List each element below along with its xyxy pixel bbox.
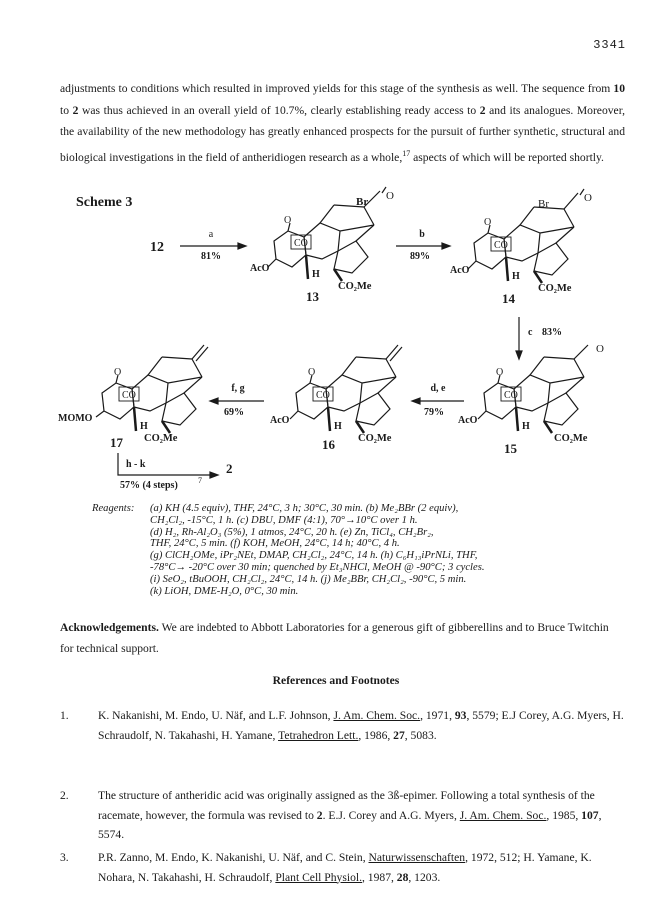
- atom-co-15: CO: [504, 390, 518, 401]
- reagents-line: (d) H₂, Rh-Al₂O₃ (5%), 1 atmos, 24°C, 20 h. (e) Zn, TiCl₄, CH₂Br₂,: [150, 526, 434, 538]
- atom-h-17: H: [140, 421, 148, 432]
- acknowledgements-text: We are indebted to Abbott Laboratories for a generous gift of gibberellins and to Bruce Twitchin for technical support.: [60, 621, 609, 655]
- atom-co2me-14: CO₂Me: [538, 283, 572, 294]
- compound-16-label: 16: [322, 437, 335, 452]
- atom-co2me-13: CO₂Me: [338, 281, 372, 292]
- scheme-title: Scheme 3: [76, 195, 133, 210]
- atom-h-16: H: [334, 421, 342, 432]
- atom-co2me-17: CO₂Me: [144, 433, 178, 444]
- arrow-de-head: [412, 398, 420, 404]
- reference-item: 2. The structure of antheridic acid was originally assigned as the 3ß-epimer. Following a total synthesis of the racemate, however, the formula was revised to 2. E.J. Corey and A.G. Myers, J. Am. Chem. Soc., 1985, 107, 5574.: [60, 786, 625, 845]
- atom-br-13: Br: [356, 196, 369, 208]
- arrow-c-head: [516, 351, 522, 359]
- atom-co-13: CO: [294, 238, 308, 249]
- step-hk-ref: 7: [198, 476, 202, 485]
- atom-aco-14: AcO: [450, 265, 470, 276]
- reference-item: 3. P.R. Zanno, M. Endo, K. Nakanishi, U. Näf, and C. Stein, Naturwissenschaften, 1972, 512; H. Yamane, K. Nohara, N. Takahashi, H. Schraudolf, Plant Cell Physiol., 1987, 28, 1203.: [60, 848, 625, 887]
- atom-o-13-lactone: O: [284, 215, 292, 226]
- arrow-b-head: [442, 243, 450, 249]
- atom-o-14-ketone: O: [584, 192, 592, 204]
- step-a-label: a: [208, 229, 214, 240]
- compound-14-structure: [468, 189, 584, 283]
- step-de-yield: 79%: [424, 407, 444, 418]
- compound-12-label: 12: [150, 240, 164, 255]
- atom-h-15: H: [522, 421, 530, 432]
- atom-br-14: Br: [538, 198, 549, 210]
- reference-number: 2.: [60, 789, 69, 802]
- atom-o-14-lactone: O: [484, 217, 492, 228]
- atom-co2me-16: CO₂Me: [358, 433, 392, 444]
- acknowledgements-label: Acknowledgements.: [60, 621, 159, 634]
- atom-co-16: CO: [316, 390, 330, 401]
- step-hk-yield: 57% (4 steps): [120, 480, 178, 491]
- atom-co-17: CO: [122, 390, 136, 401]
- reference-number: 3.: [60, 851, 69, 864]
- reagents-line: (k) LiOH, DME-H₂O, 0°C, 30 min.: [150, 585, 299, 597]
- compound-14-label: 14: [502, 291, 515, 306]
- reagents-line: (a) KH (4.5 equiv), THF, 24°C, 3 h; 30°C, 30 min. (b) Me₂BBr (2 equiv),: [150, 503, 459, 514]
- compound-16-structure: [290, 345, 402, 433]
- step-c-yield: 83%: [542, 327, 562, 338]
- acknowledgements: [60, 617, 625, 659]
- step-fg-label: f, g: [231, 383, 245, 394]
- atom-o-15-ketone: O: [596, 343, 604, 355]
- compound-17-label: 17: [110, 435, 123, 450]
- atom-o-15-lactone: O: [496, 367, 504, 378]
- step-b-yield: 89%: [410, 251, 430, 262]
- arrow-fg-head: [210, 398, 218, 404]
- step-de-label: d, e: [430, 383, 446, 394]
- step-b-label: b: [419, 229, 425, 240]
- step-hk-label: h - k: [126, 459, 146, 470]
- atom-h-14: H: [512, 271, 520, 282]
- reagents-line: -78°C→ -20°C over 30 min; quenched by Et₃NHCl, MeOH @ -90°C; 3 cycles.: [150, 561, 485, 573]
- compound-2-label: 2: [226, 461, 233, 476]
- atom-aco-16: AcO: [270, 415, 290, 426]
- compound-15-structure: [478, 345, 588, 433]
- atom-co-14: CO: [494, 240, 508, 251]
- compound-13-label: 13: [306, 289, 319, 304]
- reagents-line: THF, 24°C, 5 min. (f) KOH, MeOH, 24°C, 14 h; 40°C, 4 h.: [150, 538, 400, 550]
- atom-o-17-lactone: O: [114, 367, 122, 378]
- step-a-yield: 81%: [201, 251, 221, 262]
- atom-aco-13: AcO: [250, 263, 270, 274]
- intro-paragraph: adjustments to conditions which resulted in improved yields for this stage of the synthesis as well. The sequence from 10 to 2 was thus achieved in an overall yield of 10.7%, clearly establishing ready access to 2 and its analogues. Moreover, the availability of the new methodology has greatly enhanced prospects for the pursuit of further synthetic, structural and biological investigations in the field of antheridiogen research as a whole,$^{17}$ aspects of which will be reported shortly.: [60, 82, 625, 164]
- step-fg-yield: 69%: [224, 407, 244, 418]
- references-heading: References and Footnotes: [272, 674, 400, 687]
- reagents-line: CH₂Cl₂, -15°C, 1 h. (c) DBU, DMF (4:1), 70°→10°C over 1 h.: [150, 514, 418, 526]
- reference-item: 1. K. Nakanishi, M. Endo, U. Näf, and L.F. Johnson, J. Am. Chem. Soc., 1971, 93, 5579; E.J Corey, A.G. Myers, H. Schraudolf, N. Takahashi, H. Yamane, Tetrahedron Lett., 1986, 27, 5083.: [60, 706, 625, 745]
- reagents-line: (i) SeO₂, tBuOOH, CH₂Cl₂, 24°C, 14 h. (j) Me₂BBr, CH₂Cl₂, -90°C, 5 min.: [150, 573, 467, 585]
- page-number: 3341: [593, 38, 626, 52]
- arrow-hk-head: [210, 472, 218, 478]
- scheme-3: [38, 185, 638, 505]
- atom-o-16-lactone: O: [308, 367, 316, 378]
- arrow-a-head: [238, 243, 246, 249]
- compound-15-label: 15: [504, 441, 517, 456]
- compound-17-structure: [96, 345, 208, 433]
- compound-13-structure: [268, 187, 386, 281]
- atom-h-13: H: [312, 269, 320, 280]
- atom-co2me-15: CO₂Me: [554, 433, 588, 444]
- reagents-block: [92, 503, 632, 597]
- reagents-header: Reagents:: [92, 503, 135, 514]
- reference-number: 1.: [60, 709, 69, 722]
- atom-aco-15: AcO: [458, 415, 478, 426]
- atom-o-13-ketone: O: [386, 190, 394, 202]
- scheme-diagram: [38, 185, 638, 505]
- step-c-label: c: [528, 327, 533, 338]
- reagents-line: (g) ClCH₂OMe, iPr₂NEt, DMAP, CH₂Cl₂, 24°C, 14 h. (h) C₆H₁₃iPrNLi, THF,: [150, 550, 478, 562]
- atom-momo-17: MOMO: [58, 413, 93, 424]
